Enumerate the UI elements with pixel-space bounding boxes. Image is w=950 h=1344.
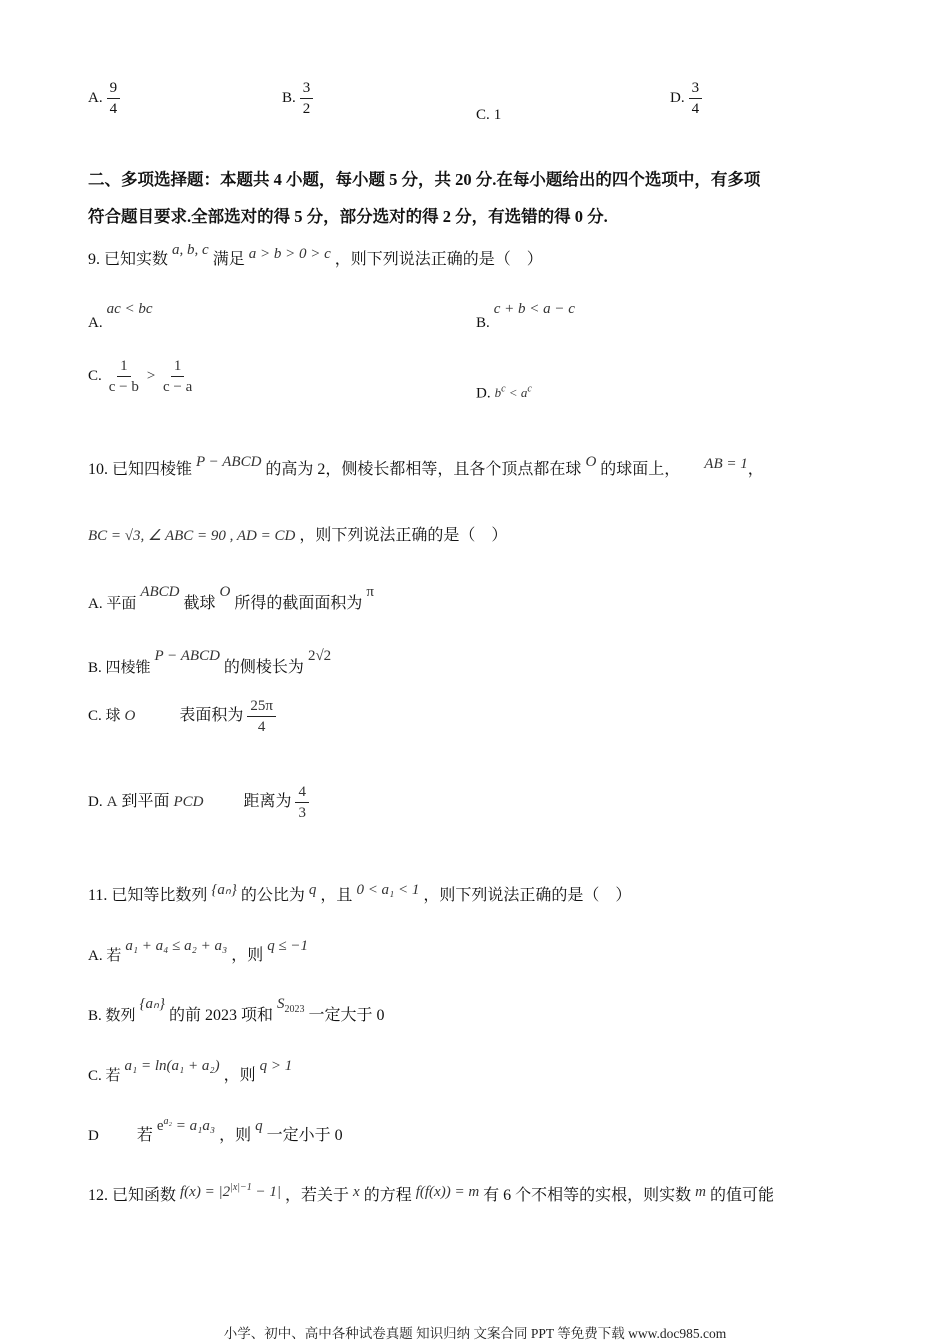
q9-option-d: D. $b^c < a^c$ [476, 384, 532, 402]
q8-option-d: D. $\frac{3}{4}$ [670, 80, 702, 117]
fraction: $\frac{9}{4}$ [107, 80, 121, 117]
q9-option-a: A. ac < bc [88, 301, 153, 331]
q10-option-c: C. 球 O 表面积为 $\frac{25\pi}{4}$ [88, 698, 276, 735]
q10-stem-line1: 10. 已知四棱锥 P − ABCD 的高为 2，侧棱长都相等，且各个顶点都在球 O 的球面上， AB = 1， [88, 454, 764, 478]
q9-stem: 9. 已知实数 a, b, c 满足 a > b > 0 > c ，则下列说法正确的是（ ） [88, 242, 543, 268]
q12-stem: 12. 已知函数 $f(x) = |2^{|x|-1} - 1|$ ，若关于 x 的方程 f(f(x)) = m 有 6 个不相等的实根，则实数 m 的值可能 [88, 1182, 775, 1204]
fraction: $\frac{1}{c - a}$ [163, 358, 193, 395]
q9-option-c: C. $\frac{1}{c - b}$ > $\frac{1}{c - a}$ [88, 358, 195, 395]
q8-option-c: C. 1 [476, 107, 502, 123]
fraction: $\frac{25\pi}{4}$ [247, 698, 276, 735]
fraction: $\frac{3}{4}$ [689, 80, 703, 117]
q10-option-b: B. 四棱锥 P − ABCD 的侧棱长为 2√2 [88, 648, 332, 676]
page-footer: 小学、初中、高中各种试卷真题 知识归纳 文案合同 PPT 等免费下载 www.doc985.com [223, 1326, 727, 1341]
q8-option-a: A. $\frac{9}{4}$ [88, 80, 120, 117]
q10-stem-line2: BC = √3, ∠ ABC = 90 , AD = CD ，则下列说法正确的是（ ） [88, 527, 508, 544]
q9-option-b: B. c + b < a − c [476, 301, 575, 331]
section2-heading-line1: 二、多项选择题：本题共 4 小题，每小题 5 分，共 20 分.在每小题给出的四个选项中，有多项 [88, 170, 761, 189]
q10-option-d: D. A 到平面 PCD 距离为 $\frac{4}{3}$ [88, 784, 309, 821]
q11-stem: 11. 已知等比数列 {aₙ} 的公比为 q ，且 0 < a₁ < 1 ，则下列说法正确的是（ ） [88, 882, 632, 904]
q10-option-a: A. 平面 ABCD 截球 O 所得的截面面积为 π [88, 584, 374, 612]
fraction: $\frac{3}{2}$ [300, 80, 314, 117]
q11-option-d: D 若 $e^{a_2} = a_1a_3$ ，则 q 一定小于 0 [88, 1116, 343, 1144]
fraction: $\frac{4}{3}$ [295, 784, 309, 821]
q11-option-a: A. 若 a₁ + a₄ ≤ a₂ + a₃ ，则 q ≤ −1 [88, 938, 309, 964]
q8-option-b: B. $\frac{3}{2}$ [282, 80, 313, 117]
q11-option-b: B. 数列 {aₙ} 的前 2023 项和 $S_{2023}$ 一定大于 0 [88, 996, 385, 1024]
fraction: $\frac{1}{c - b}$ [108, 358, 139, 395]
section2-heading-line2: 符合题目要求.全部选对的得 5 分，部分选对的得 2 分，有选错的得 0 分. [88, 207, 608, 226]
q11-option-c: C. 若 a₁ = ln(a₁ + a₂) ，则 q > 1 [88, 1058, 293, 1084]
